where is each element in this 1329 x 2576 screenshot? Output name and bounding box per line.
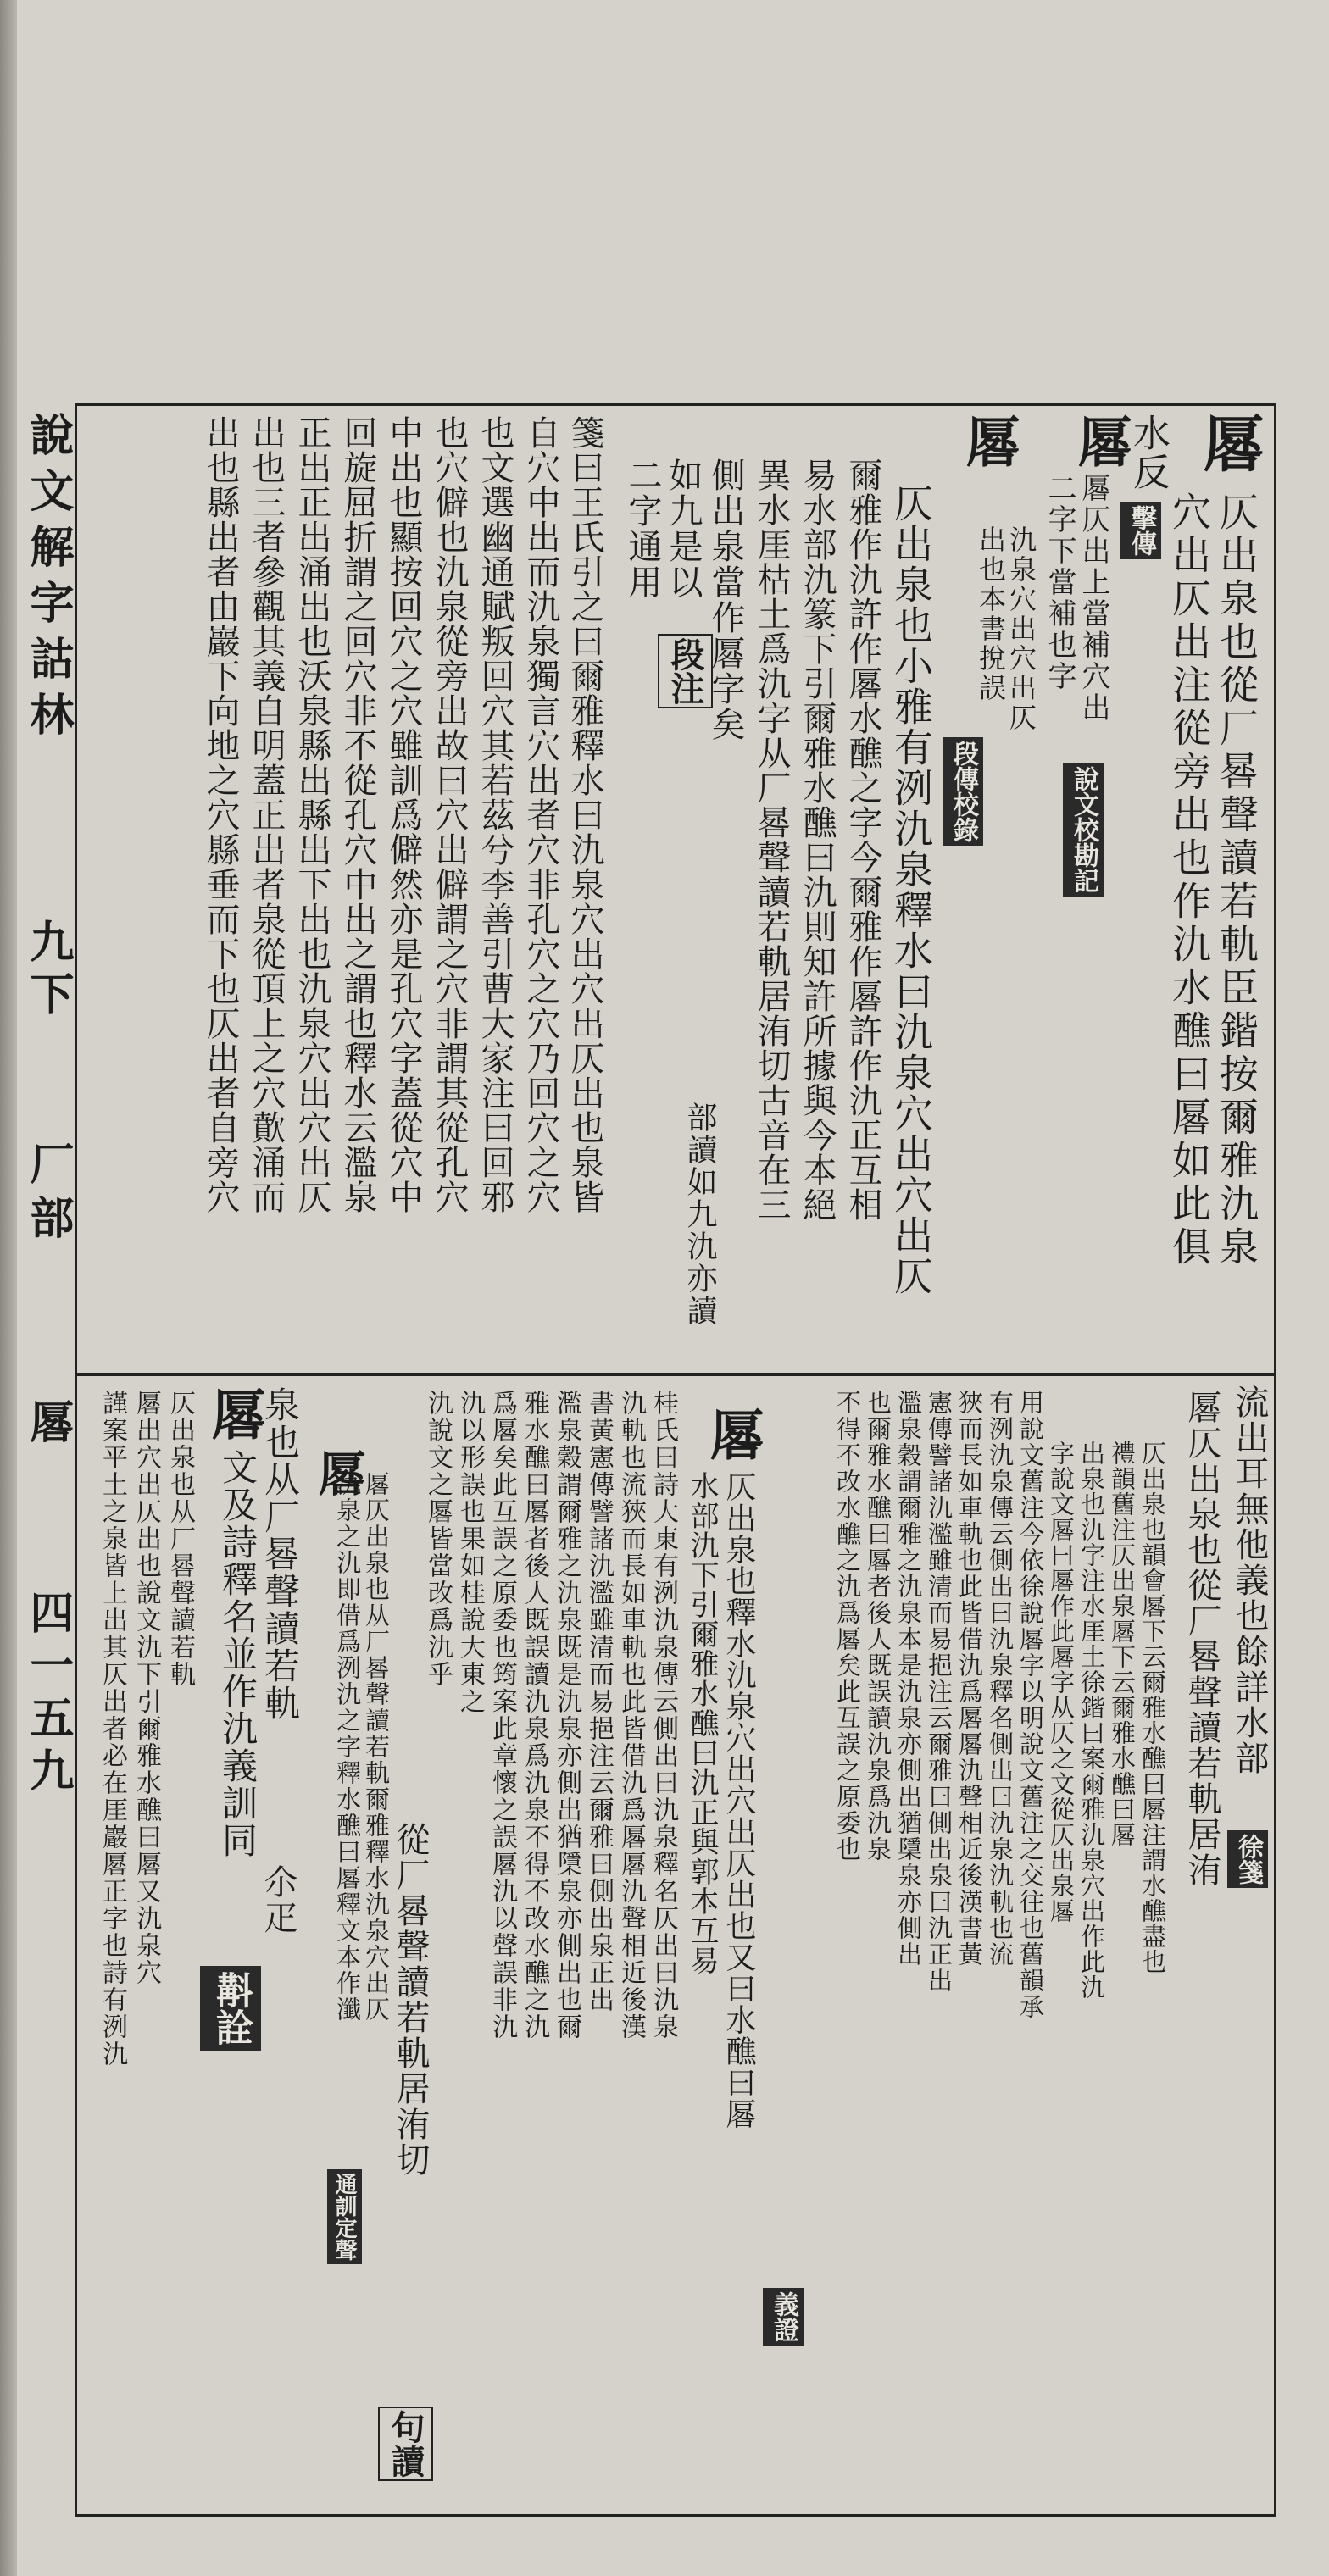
lower-note-col: 禮韻舊注仄出泉厬下云爾雅水醮曰厬 bbox=[1108, 1441, 1137, 1847]
upper-text-col: 也文選幽通賦叛回穴其若茲兮李善引曹大家注曰回邪 bbox=[475, 415, 514, 1214]
upper-text-col: 穴出仄出注從旁出也作氿水醮曰厬如此俱 bbox=[1166, 491, 1212, 1269]
upper-text-col: 自穴中出而氿泉獨言穴出者穴非孔穴之穴乃回穴之穴 bbox=[521, 415, 560, 1214]
lower-note-col: 氿以形誤也果如桂說大東之 bbox=[455, 1390, 485, 1715]
upper-text-col: 也穴僻也氿泉從旁出故曰穴出僻謂之穴非謂其從孔穴 bbox=[430, 415, 469, 1214]
upper-text-col: 如九是以 bbox=[664, 458, 703, 600]
lower-text-col: 尒疋 bbox=[259, 1864, 297, 1935]
lower-note-col: 厬出穴出仄出也說文氿下引爾雅水醮曰厬又氿泉穴 bbox=[131, 1390, 161, 1986]
upper-note-col: 二字下當補也字 bbox=[1043, 473, 1076, 692]
upper-text-col: 仄出泉也從厂晷聲讀若軌臣鍇按爾雅氿泉 bbox=[1214, 491, 1259, 1269]
lower-note-col: 書黃憲傳譬諸氿濫雖清而易挹注云爾雅曰側出泉正出 bbox=[584, 1390, 614, 2013]
tag-xichuan: 擊傳 bbox=[1120, 502, 1161, 559]
upper-text-col: 正出正出涌出也沃泉縣出縣出下出也氿泉穴出穴出仄 bbox=[292, 415, 331, 1214]
upper-text-col: 仄出泉也小雅有洌氿泉釋水曰氿泉穴出穴出仄 bbox=[888, 483, 934, 1296]
section-label: 厂部 bbox=[22, 1141, 74, 1249]
lower-text-col: 厬仄出泉也從厂晷聲讀若軌居洧 bbox=[1182, 1390, 1221, 1888]
lower-note-col: 謹案平土之泉皆上出其仄出者必在厓巖厬正字也詩有洌氿 bbox=[97, 1390, 127, 2068]
lower-note-col: 出泉也氿字注水厓土徐鍇曰案爾雅氿泉穴出作此氿 bbox=[1077, 1441, 1106, 2000]
book-title: 說文解字詁林 bbox=[22, 412, 74, 747]
lower-note-col: 桂氏曰詩大東有洌氿泉傳云側出曰氿泉釋名仄出曰氿泉 bbox=[648, 1390, 678, 2040]
upper-note-col: 出也本書挩誤 bbox=[975, 525, 1007, 703]
lower-note-col: 雅水醮曰厬者後人既誤讀氿泉爲氿泉不得不改水醮之氿 bbox=[520, 1390, 549, 2040]
lower-note-col: 憲傳譬諸氿濫雖清而易挹注云爾雅曰側出泉曰氿正出 bbox=[925, 1390, 954, 1994]
lower-note-col: 氿說文之厬皆當改爲氿乎 bbox=[423, 1390, 453, 1688]
upper-note-col: 氿泉穴出穴出仄 bbox=[1005, 525, 1037, 733]
lower-note-col: 氿泉之氿即借爲洌氿之字釋水醮曰厬釋文本作瀸 bbox=[333, 1471, 362, 2023]
upper-text-col: 二字通用 bbox=[623, 458, 662, 600]
tag-jiaokanji: 說文校勘記 bbox=[1063, 763, 1104, 897]
upper-entry-char-3: 厬 bbox=[957, 414, 1020, 469]
lower-note-col: 字說文厬曰厬作此厬字从仄之文從仄出泉厬 bbox=[1047, 1441, 1076, 1924]
upper-text-col: 易水部氿篆下引爾雅水醮曰氿則知許所據與今本絕 bbox=[798, 458, 837, 1222]
lower-note-col: 濫泉穀謂爾雅之氿泉本是氿泉亦側出猶檃泉亦側出 bbox=[894, 1390, 923, 1968]
upper-text-col: 出也縣出者由巖下向地之穴縣垂而下也仄出者自旁穴 bbox=[201, 415, 240, 1214]
lower-text-col: 仄出泉也釋水氿泉穴出穴出仄出也又曰水醮曰厬 bbox=[721, 1471, 756, 2129]
upper-text-col: 出也三者參觀其義自明蓋正出者泉從頂上之穴歕涌而 bbox=[247, 415, 286, 1214]
lower-entry-char-3: 厬 bbox=[203, 1386, 266, 1442]
upper-text-col: 水反 bbox=[1126, 414, 1170, 491]
lower-text-col: 從厂晷聲讀若軌居洧切 bbox=[391, 1822, 430, 2178]
upper-text-col: 中出也顯按回穴之穴雖訓爲僻然亦是孔穴字蓋從穴中 bbox=[384, 415, 423, 1214]
lower-note-col: 有洌氿泉傳云側出曰氿泉釋名側出曰氿泉氿軌也流 bbox=[986, 1390, 1015, 1968]
upper-text-col: 側出泉當作厬字矣 bbox=[706, 458, 745, 742]
lower-note-col: 厬仄出泉也从厂晷聲讀若軌爾雅釋水氿泉穴出仄 bbox=[362, 1471, 391, 2023]
upper-text-col: 箋曰王氏引之曰爾雅釋水曰氿泉穴出穴出仄出也泉皆 bbox=[565, 415, 604, 1214]
section-divider bbox=[75, 1373, 1276, 1376]
header-char: 厬 bbox=[22, 1399, 74, 1445]
lower-text-col: 泉也从厂晷聲讀若軌 bbox=[259, 1386, 301, 1722]
lower-entry-char-2: 厬 bbox=[311, 1449, 367, 1498]
lower-note-col: 仄出泉也韻會厬下云爾雅水醮曰厬注謂水醮盡也 bbox=[1138, 1441, 1167, 1974]
upper-entry-char-2: 厬 bbox=[1069, 414, 1132, 469]
lower-text-col: 流出耳無他義也餘詳水部 bbox=[1230, 1385, 1269, 1776]
lower-note-col: 狹而長如車軌也此皆借氿爲厬厬氿聲相近後漢書黃 bbox=[955, 1390, 984, 1968]
upper-text-col: 回旋屈折謂之回穴非不從孔穴中出之謂也釋水云濫泉 bbox=[338, 415, 377, 1214]
lower-note-col: 濫泉穀謂爾雅之氿泉既是氿泉亦側出猶檃泉亦側出也爾 bbox=[552, 1390, 581, 2040]
lower-note-col: 不得不改水醮之氿爲厬矣此互誤之原委也 bbox=[833, 1390, 862, 1863]
lower-text-col: 水部氿下引爾雅水醮曰氿正與郭本互易 bbox=[685, 1471, 719, 1975]
tag-jiaolu: 段傳校錄 bbox=[943, 737, 983, 846]
tag-yizheng: 義證 bbox=[763, 2288, 804, 2346]
book-binding bbox=[0, 0, 17, 2576]
tag-judou: 句讀 bbox=[378, 2407, 433, 2481]
upper-text-col: 爾雅作氿許作厬水醮之字今爾雅作厬許作氿正互相 bbox=[843, 458, 882, 1222]
tag-xujian: 徐箋 bbox=[1227, 1830, 1268, 1888]
upper-text-col: 部讀如九氿亦讀 bbox=[682, 1102, 717, 1327]
tag-duanzhu: 段注 bbox=[658, 634, 713, 708]
lower-note-col: 仄出泉也从厂晷聲讀若軌 bbox=[165, 1390, 195, 1688]
lower-entry-char: 厬 bbox=[701, 1407, 765, 1463]
upper-text-col: 異水厓枯土爲氿字从厂晷聲讀若軌居洧切古音在三 bbox=[752, 458, 791, 1222]
lower-note-col: 氿軌也流狹而長如車軌也此皆借氿爲厬厬氿聲相近後漢 bbox=[616, 1390, 646, 2040]
lower-note-col: 爲厬矣此互誤之原委也筠案此章懷之誤厬氿以聲誤非氿 bbox=[487, 1390, 517, 2040]
lower-text-col: 文及詩釋名並作氿義訓同 bbox=[217, 1449, 259, 1859]
volume-label: 九下 bbox=[22, 919, 74, 1024]
tag-tongxun: 通訓定聲 bbox=[327, 2169, 362, 2264]
upper-entry-char: 厬 bbox=[1193, 412, 1265, 475]
lower-note-col: 也爾雅水醮曰厬者後人既誤讀氿泉爲氿泉 bbox=[864, 1390, 892, 1863]
lower-note-col: 用說文舊注今依徐說厬字以明說文舊注之交往也舊韻承 bbox=[1016, 1390, 1045, 2020]
upper-note-col: 厬仄出上當補穴出 bbox=[1076, 473, 1110, 724]
page-number: 四一五九 bbox=[22, 1590, 74, 1800]
tag-jiquan: 斠詮 bbox=[200, 1966, 261, 2051]
